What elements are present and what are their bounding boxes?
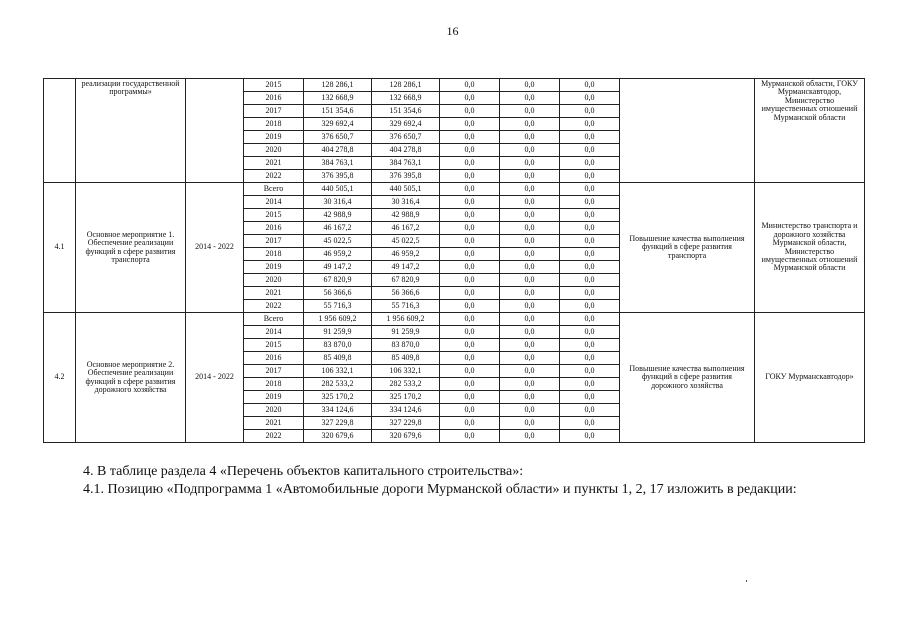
amount-cell-regional: 404 278,8 <box>372 144 440 157</box>
amount-cell-federal: 0,0 <box>440 79 500 92</box>
amount-cell-total: 334 124,6 <box>304 404 372 417</box>
budget-table <box>43 78 865 443</box>
amount-cell-federal: 0,0 <box>440 287 500 300</box>
amount-cell-regional: 376 395,8 <box>372 170 440 183</box>
year-cell: 2017 <box>244 105 304 118</box>
amount-cell-regional: 325 170,2 <box>372 391 440 404</box>
year-cell: 2019 <box>244 131 304 144</box>
year-cell: 2015 <box>244 209 304 222</box>
year-cell: 2018 <box>244 248 304 261</box>
amount-cell-local: 0,0 <box>500 118 560 131</box>
amount-cell-regional: 376 650,7 <box>372 131 440 144</box>
amount-cell-other: 0,0 <box>560 144 620 157</box>
amount-cell-regional: 46 959,2 <box>372 248 440 261</box>
table-row <box>44 79 865 92</box>
amount-cell-federal: 0,0 <box>440 326 500 339</box>
amount-cell-regional: 384 763,1 <box>372 157 440 170</box>
amount-cell-other: 0,0 <box>560 404 620 417</box>
amount-cell-federal: 0,0 <box>440 131 500 144</box>
amount-cell-total: 106 332,1 <box>304 365 372 378</box>
amount-cell-local: 0,0 <box>500 352 560 365</box>
amount-cell-total: 440 505,1 <box>304 183 372 196</box>
year-cell: 2020 <box>244 144 304 157</box>
amount-cell-regional: 440 505,1 <box>372 183 440 196</box>
measure-description-cell: реализации государственной программы» <box>76 79 186 183</box>
amount-cell-federal: 0,0 <box>440 378 500 391</box>
amount-cell-total: 56 366,6 <box>304 287 372 300</box>
amount-cell-local: 0,0 <box>500 404 560 417</box>
amount-cell-other: 0,0 <box>560 118 620 131</box>
amount-cell-other: 0,0 <box>560 157 620 170</box>
amount-cell-local: 0,0 <box>500 196 560 209</box>
amount-cell-regional: 45 022,5 <box>372 235 440 248</box>
amount-cell-local: 0,0 <box>500 261 560 274</box>
amount-cell-regional: 91 259,9 <box>372 326 440 339</box>
amount-cell-other: 0,0 <box>560 196 620 209</box>
year-cell: 2017 <box>244 235 304 248</box>
amount-cell-total: 329 692,4 <box>304 118 372 131</box>
year-cell: 2021 <box>244 417 304 430</box>
table-row <box>44 313 865 326</box>
amount-cell-regional: 132 668,9 <box>372 92 440 105</box>
amount-cell-federal: 0,0 <box>440 300 500 313</box>
executor-cell: Министерство транспорта и дорожного хозяйства Мурманской области, Министерство имущественных отношений Мурманской области <box>755 183 865 313</box>
amount-cell-federal: 0,0 <box>440 313 500 326</box>
year-cell: Всего <box>244 183 304 196</box>
amount-cell-regional: 128 286,1 <box>372 79 440 92</box>
item-number-cell <box>44 79 76 183</box>
year-cell: 2019 <box>244 391 304 404</box>
amount-cell-local: 0,0 <box>500 365 560 378</box>
amount-cell-local: 0,0 <box>500 417 560 430</box>
year-cell: 2020 <box>244 404 304 417</box>
amount-cell-local: 0,0 <box>500 248 560 261</box>
amount-cell-total: 46 959,2 <box>304 248 372 261</box>
item-number-cell: 4.1 <box>44 183 76 313</box>
amount-cell-federal: 0,0 <box>440 235 500 248</box>
goal-cell: Повышение качества выполнения функций в сфере развития дорожного хозяйства <box>620 313 755 443</box>
amount-cell-local: 0,0 <box>500 339 560 352</box>
year-cell: 2021 <box>244 157 304 170</box>
amount-cell-local: 0,0 <box>500 209 560 222</box>
amount-cell-other: 0,0 <box>560 105 620 118</box>
amount-cell-regional: 56 366,6 <box>372 287 440 300</box>
amount-cell-local: 0,0 <box>500 170 560 183</box>
amount-cell-total: 67 820,9 <box>304 274 372 287</box>
year-cell: 2014 <box>244 196 304 209</box>
amount-cell-federal: 0,0 <box>440 222 500 235</box>
year-cell: 2020 <box>244 274 304 287</box>
amount-cell-regional: 49 147,2 <box>372 261 440 274</box>
amount-cell-total: 128 286,1 <box>304 79 372 92</box>
amount-cell-local: 0,0 <box>500 105 560 118</box>
amount-cell-regional: 85 409,8 <box>372 352 440 365</box>
amount-cell-other: 0,0 <box>560 300 620 313</box>
amount-cell-total: 376 395,8 <box>304 170 372 183</box>
item-number-cell: 4.2 <box>44 313 76 443</box>
amount-cell-total: 151 354,6 <box>304 105 372 118</box>
amount-cell-other: 0,0 <box>560 235 620 248</box>
amount-cell-total: 83 870,0 <box>304 339 372 352</box>
amount-cell-other: 0,0 <box>560 287 620 300</box>
year-cell: Всего <box>244 313 304 326</box>
amount-cell-regional: 83 870,0 <box>372 339 440 352</box>
amount-cell-other: 0,0 <box>560 183 620 196</box>
amount-cell-local: 0,0 <box>500 378 560 391</box>
year-cell: 2018 <box>244 378 304 391</box>
amount-cell-local: 0,0 <box>500 430 560 443</box>
amount-cell-total: 327 229,8 <box>304 417 372 430</box>
amount-cell-local: 0,0 <box>500 131 560 144</box>
amount-cell-local: 0,0 <box>500 92 560 105</box>
amount-cell-other: 0,0 <box>560 417 620 430</box>
scan-speck <box>746 580 747 582</box>
amount-cell-other: 0,0 <box>560 209 620 222</box>
amount-cell-local: 0,0 <box>500 300 560 313</box>
amount-cell-federal: 0,0 <box>440 391 500 404</box>
year-cell: 2016 <box>244 92 304 105</box>
year-cell: 2015 <box>244 339 304 352</box>
amount-cell-federal: 0,0 <box>440 365 500 378</box>
year-cell: 2022 <box>244 300 304 313</box>
amount-cell-total: 282 533,2 <box>304 378 372 391</box>
amount-cell-regional: 46 167,2 <box>372 222 440 235</box>
paragraph-item-4-1: 4.1. Позицию «Подпрограмма 1 «Автомобильные дороги Мурманской области» и пункты 1, 2, 17 изложить в редакции: <box>83 482 797 497</box>
amount-cell-total: 45 022,5 <box>304 235 372 248</box>
amount-cell-regional: 30 316,4 <box>372 196 440 209</box>
amount-cell-federal: 0,0 <box>440 430 500 443</box>
amount-cell-federal: 0,0 <box>440 209 500 222</box>
amount-cell-federal: 0,0 <box>440 248 500 261</box>
amount-cell-other: 0,0 <box>560 365 620 378</box>
amount-cell-federal: 0,0 <box>440 417 500 430</box>
amount-cell-total: 132 668,9 <box>304 92 372 105</box>
goal-cell: Повышение качества выполнения функций в сфере развития транспорта <box>620 183 755 313</box>
amount-cell-total: 376 650,7 <box>304 131 372 144</box>
amount-cell-regional: 320 679,6 <box>372 430 440 443</box>
amount-cell-total: 404 278,8 <box>304 144 372 157</box>
year-cell: 2017 <box>244 365 304 378</box>
amount-cell-other: 0,0 <box>560 274 620 287</box>
goal-cell <box>620 79 755 183</box>
amount-cell-local: 0,0 <box>500 274 560 287</box>
amount-cell-federal: 0,0 <box>440 170 500 183</box>
amount-cell-federal: 0,0 <box>440 157 500 170</box>
amount-cell-total: 42 988,9 <box>304 209 372 222</box>
amount-cell-other: 0,0 <box>560 131 620 144</box>
table-row <box>44 183 865 196</box>
period-cell <box>186 79 244 183</box>
amount-cell-other: 0,0 <box>560 352 620 365</box>
amount-cell-federal: 0,0 <box>440 196 500 209</box>
amount-cell-other: 0,0 <box>560 170 620 183</box>
amount-cell-other: 0,0 <box>560 339 620 352</box>
year-cell: 2018 <box>244 118 304 131</box>
amount-cell-other: 0,0 <box>560 79 620 92</box>
amount-cell-other: 0,0 <box>560 222 620 235</box>
amount-cell-total: 49 147,2 <box>304 261 372 274</box>
amount-cell-other: 0,0 <box>560 92 620 105</box>
amount-cell-local: 0,0 <box>500 183 560 196</box>
amount-cell-federal: 0,0 <box>440 404 500 417</box>
amount-cell-total: 325 170,2 <box>304 391 372 404</box>
amount-cell-total: 1 956 609,2 <box>304 313 372 326</box>
paragraph-item-4: 4. В таблице раздела 4 «Перечень объектов капитального строительства»: <box>83 464 524 479</box>
amount-cell-federal: 0,0 <box>440 144 500 157</box>
amount-cell-federal: 0,0 <box>440 261 500 274</box>
amount-cell-other: 0,0 <box>560 430 620 443</box>
amount-cell-total: 30 316,4 <box>304 196 372 209</box>
amount-cell-other: 0,0 <box>560 313 620 326</box>
year-cell: 2016 <box>244 222 304 235</box>
amount-cell-regional: 42 988,9 <box>372 209 440 222</box>
amount-cell-regional: 55 716,3 <box>372 300 440 313</box>
amount-cell-other: 0,0 <box>560 261 620 274</box>
amount-cell-local: 0,0 <box>500 235 560 248</box>
amount-cell-other: 0,0 <box>560 326 620 339</box>
measure-description-cell: Основное мероприятие 1. Обеспечение реализации функций в сфере развития транспорта <box>76 183 186 313</box>
amount-cell-federal: 0,0 <box>440 339 500 352</box>
amount-cell-federal: 0,0 <box>440 274 500 287</box>
amount-cell-regional: 282 533,2 <box>372 378 440 391</box>
amount-cell-local: 0,0 <box>500 313 560 326</box>
amount-cell-total: 320 679,6 <box>304 430 372 443</box>
amount-cell-other: 0,0 <box>560 248 620 261</box>
year-cell: 2019 <box>244 261 304 274</box>
amount-cell-total: 85 409,8 <box>304 352 372 365</box>
amount-cell-local: 0,0 <box>500 144 560 157</box>
amount-cell-regional: 151 354,6 <box>372 105 440 118</box>
executor-cell: Мурманской области, ГОКУ Мурманскавтодор, Министерство имущественных отношений Мурманской области <box>755 79 865 183</box>
amount-cell-regional: 334 124,6 <box>372 404 440 417</box>
amount-cell-regional: 1 956 609,2 <box>372 313 440 326</box>
period-cell: 2014 - 2022 <box>186 313 244 443</box>
amount-cell-federal: 0,0 <box>440 352 500 365</box>
amount-cell-federal: 0,0 <box>440 105 500 118</box>
year-cell: 2014 <box>244 326 304 339</box>
year-cell: 2016 <box>244 352 304 365</box>
year-cell: 2022 <box>244 430 304 443</box>
executor-cell: ГОКУ Мурманскавтодор» <box>755 313 865 443</box>
amount-cell-local: 0,0 <box>500 326 560 339</box>
amount-cell-total: 55 716,3 <box>304 300 372 313</box>
amount-cell-local: 0,0 <box>500 79 560 92</box>
page-number: 16 <box>446 24 459 38</box>
amount-cell-regional: 327 229,8 <box>372 417 440 430</box>
amount-cell-local: 0,0 <box>500 391 560 404</box>
year-cell: 2015 <box>244 79 304 92</box>
amount-cell-regional: 67 820,9 <box>372 274 440 287</box>
amount-cell-other: 0,0 <box>560 391 620 404</box>
year-cell: 2022 <box>244 170 304 183</box>
amount-cell-local: 0,0 <box>500 157 560 170</box>
period-cell: 2014 - 2022 <box>186 183 244 313</box>
amount-cell-local: 0,0 <box>500 287 560 300</box>
amount-cell-federal: 0,0 <box>440 183 500 196</box>
amount-cell-federal: 0,0 <box>440 92 500 105</box>
table-body <box>44 79 865 443</box>
amount-cell-federal: 0,0 <box>440 118 500 131</box>
amount-cell-regional: 329 692,4 <box>372 118 440 131</box>
amount-cell-total: 91 259,9 <box>304 326 372 339</box>
amount-cell-regional: 106 332,1 <box>372 365 440 378</box>
amount-cell-total: 384 763,1 <box>304 157 372 170</box>
amount-cell-local: 0,0 <box>500 222 560 235</box>
measure-description-cell: Основное мероприятие 2. Обеспечение реализации функций в сфере развития дорожного хозяйства <box>76 313 186 443</box>
year-cell: 2021 <box>244 287 304 300</box>
amount-cell-total: 46 167,2 <box>304 222 372 235</box>
amount-cell-other: 0,0 <box>560 378 620 391</box>
